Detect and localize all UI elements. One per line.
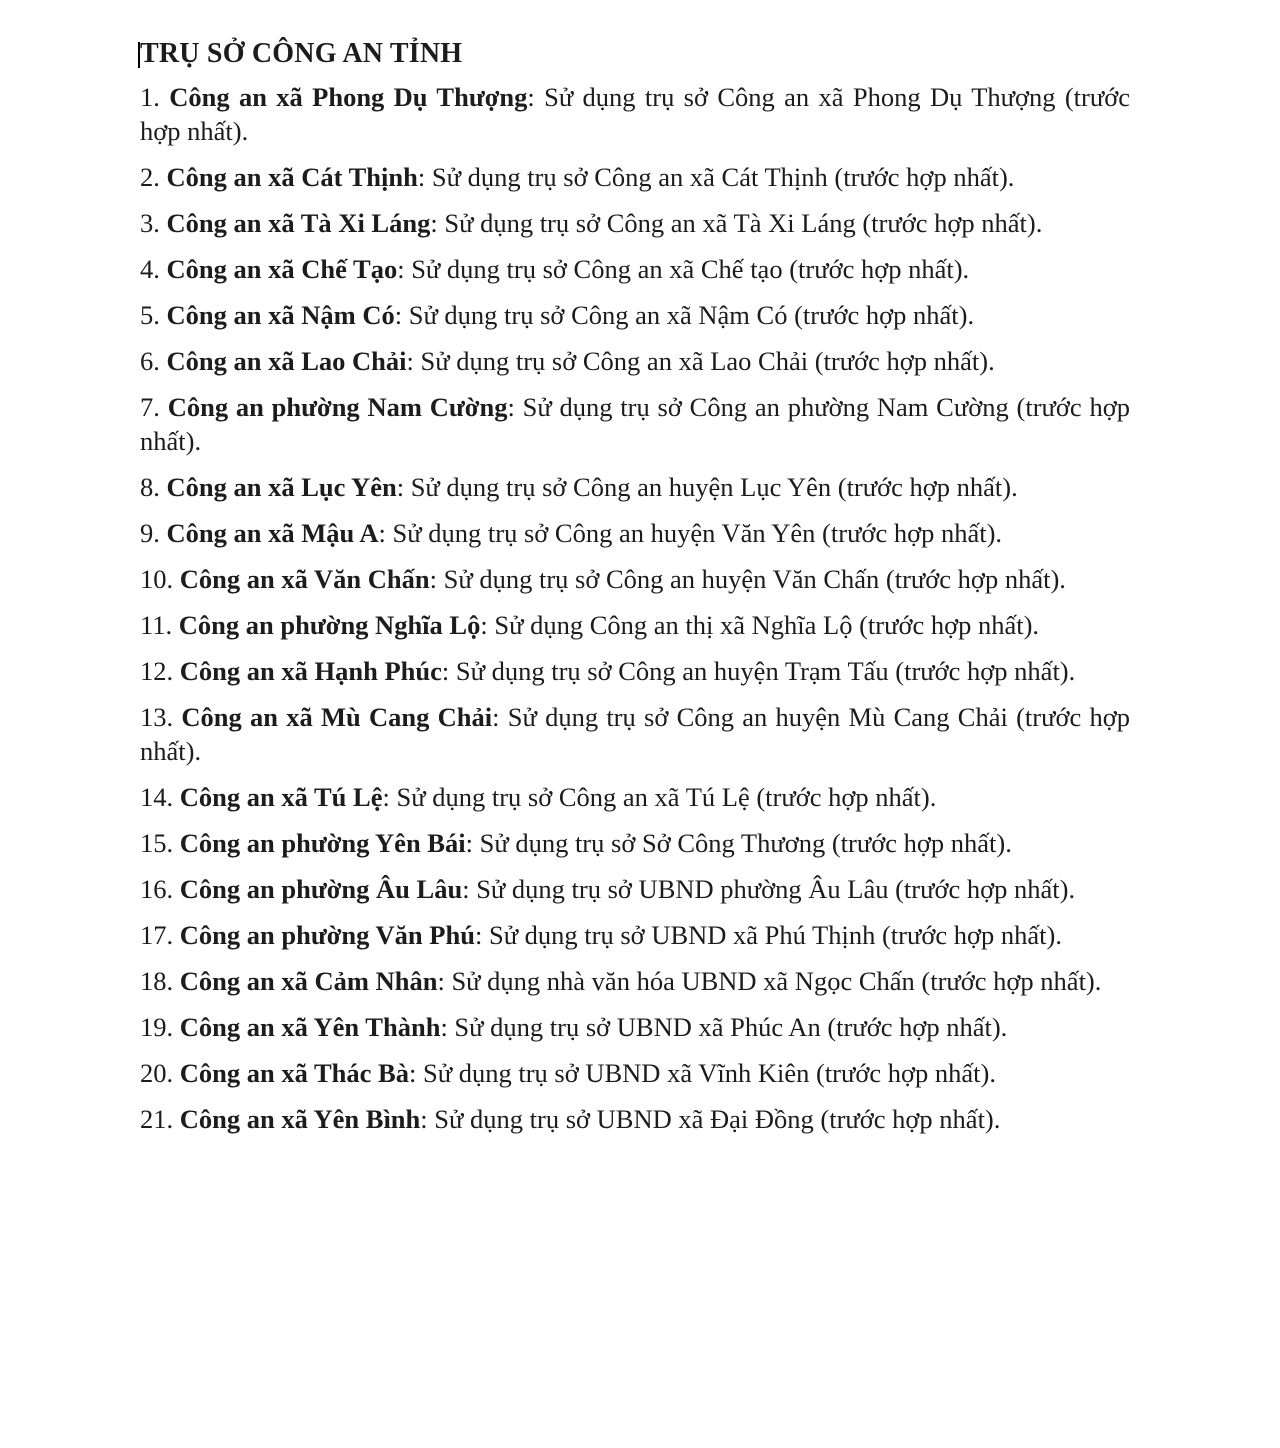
list-item[interactable]	[140, 344, 1130, 378]
document-title-container	[140, 34, 1130, 74]
list-item[interactable]	[140, 470, 1130, 504]
item-unit-name: Công an xã Mù Cang Chải	[181, 702, 493, 732]
item-unit-name: Công an xã Cát Thịnh	[166, 162, 418, 192]
item-unit-name: Công an phường Yên Bái	[179, 828, 466, 858]
headquarters-list	[140, 80, 1130, 1136]
item-description: : Sử dụng trụ sở Sở Công Thương (trước hợp nhất).	[465, 828, 1012, 858]
item-unit-name: Công an xã Chế Tạo	[166, 254, 398, 284]
item-description: : Sử dụng nhà văn hóa UBND xã Ngọc Chấn (trước hợp nhất).	[437, 966, 1102, 996]
item-description: : Sử dụng trụ sở UBND xã Đại Đồng (trước hợp nhất).	[420, 1104, 1001, 1134]
item-unit-name: Công an xã Cảm Nhân	[179, 966, 438, 996]
item-unit-name: Công an xã Yên Bình	[179, 1104, 421, 1134]
text-cursor	[138, 42, 140, 68]
item-number: 14.	[140, 782, 174, 812]
list-item[interactable]	[140, 780, 1130, 814]
item-description: : Sử dụng trụ sở Công an xã Tà Xi Láng (trước hợp nhất).	[430, 208, 1043, 238]
item-unit-name: Công an xã Hạnh Phúc	[179, 656, 442, 686]
list-item[interactable]	[140, 608, 1130, 642]
item-description: : Sử dụng trụ sở Công an huyện Trạm Tấu (trước hợp nhất).	[441, 656, 1076, 686]
item-description: : Sử dụng trụ sở Công an xã Phong Dụ Thượng (trước hợp nhất).	[140, 82, 1131, 146]
item-description: : Sử dụng trụ sở Công an huyện Văn Yên (trước hợp nhất).	[378, 518, 1003, 548]
list-item[interactable]	[140, 390, 1130, 458]
item-number: 19.	[140, 1012, 174, 1042]
item-number: 7.	[140, 392, 160, 422]
item-description: : Sử dụng trụ sở UBND xã Phú Thịnh (trước hợp nhất).	[474, 920, 1062, 950]
list-item[interactable]	[140, 872, 1130, 906]
document-page	[140, 34, 1130, 1148]
item-number: 21.	[140, 1104, 174, 1134]
item-unit-name: Công an phường Âu Lâu	[179, 874, 463, 904]
list-item[interactable]	[140, 562, 1130, 596]
item-unit-name: Công an xã Tà Xi Láng	[166, 208, 431, 238]
list-item[interactable]	[140, 206, 1130, 240]
list-item[interactable]	[140, 298, 1130, 332]
item-number: 16.	[140, 874, 174, 904]
item-description: : Sử dụng trụ sở Công an xã Tú Lệ (trước hợp nhất).	[382, 782, 937, 812]
item-number: 9.	[140, 518, 160, 548]
item-number: 2.	[140, 162, 160, 192]
list-item[interactable]	[140, 826, 1130, 860]
document-title[interactable]: TRỤ SỞ CÔNG AN TỈNH	[140, 38, 463, 69]
item-unit-name: Công an xã Lục Yên	[166, 472, 397, 502]
list-item[interactable]	[140, 516, 1130, 550]
item-number: 11.	[140, 610, 173, 640]
item-description: : Sử dụng trụ sở Công an huyện Mù Cang Chải (trước hợp nhất).	[140, 702, 1130, 766]
item-description: : Sử dụng trụ sở Công an xã Nậm Có (trước hợp nhất).	[394, 300, 975, 330]
item-unit-name: Công an xã Phong Dụ Thượng	[169, 82, 528, 112]
item-unit-name: Công an xã Lao Chải	[166, 346, 407, 376]
item-unit-name: Công an xã Nậm Có	[166, 300, 395, 330]
list-item[interactable]	[140, 964, 1130, 998]
item-number: 15.	[140, 828, 174, 858]
item-description: : Sử dụng trụ sở Công an xã Chế tạo (trước hợp nhất).	[397, 254, 970, 284]
item-number: 12.	[140, 656, 174, 686]
item-number: 4.	[140, 254, 160, 284]
item-description: : Sử dụng trụ sở Công an phường Nam Cường (trước hợp nhất).	[140, 392, 1130, 456]
item-number: 17.	[140, 920, 174, 950]
item-description: : Sử dụng trụ sở UBND xã Vĩnh Kiên (trước hợp nhất).	[409, 1058, 996, 1088]
item-number: 18.	[140, 966, 174, 996]
item-number: 5.	[140, 300, 160, 330]
list-item[interactable]	[140, 700, 1130, 768]
list-item[interactable]	[140, 80, 1130, 148]
list-item[interactable]	[140, 252, 1130, 286]
item-number: 3.	[140, 208, 160, 238]
item-unit-name: Công an xã Văn Chấn	[179, 564, 430, 594]
list-item[interactable]	[140, 1056, 1130, 1090]
item-unit-name: Công an phường Nam Cường	[167, 392, 508, 422]
item-description: : Sử dụng trụ sở Công an huyện Văn Chấn (trước hợp nhất).	[429, 564, 1066, 594]
item-description: : Sử dụng Công an thị xã Nghĩa Lộ (trước hợp nhất).	[480, 610, 1040, 640]
item-unit-name: Công an xã Thác Bà	[179, 1058, 409, 1088]
item-description: : Sử dụng trụ sở UBND xã Phúc An (trước hợp nhất).	[440, 1012, 1008, 1042]
item-unit-name: Công an xã Yên Thành	[179, 1012, 441, 1042]
list-item[interactable]	[140, 160, 1130, 194]
item-number: 10.	[140, 564, 174, 594]
item-unit-name: Công an phường Nghĩa Lộ	[178, 610, 481, 640]
item-number: 1.	[140, 82, 160, 112]
item-number: 13.	[140, 702, 174, 732]
item-number: 20.	[140, 1058, 174, 1088]
item-number: 8.	[140, 472, 160, 502]
item-description: : Sử dụng trụ sở Công an xã Cát Thịnh (trước hợp nhất).	[417, 162, 1015, 192]
item-description: : Sử dụng trụ sở Công an xã Lao Chải (trước hợp nhất).	[406, 346, 995, 376]
item-number: 6.	[140, 346, 160, 376]
list-item[interactable]	[140, 918, 1130, 952]
list-item[interactable]	[140, 654, 1130, 688]
item-unit-name: Công an xã Tú Lệ	[179, 782, 383, 812]
item-description: : Sử dụng trụ sở UBND phường Âu Lâu (trước hợp nhất).	[462, 874, 1076, 904]
item-description: : Sử dụng trụ sở Công an huyện Lục Yên (trước hợp nhất).	[396, 472, 1018, 502]
item-unit-name: Công an phường Văn Phú	[179, 920, 475, 950]
list-item[interactable]	[140, 1102, 1130, 1136]
list-item[interactable]	[140, 1010, 1130, 1044]
item-unit-name: Công an xã Mậu A	[166, 518, 379, 548]
